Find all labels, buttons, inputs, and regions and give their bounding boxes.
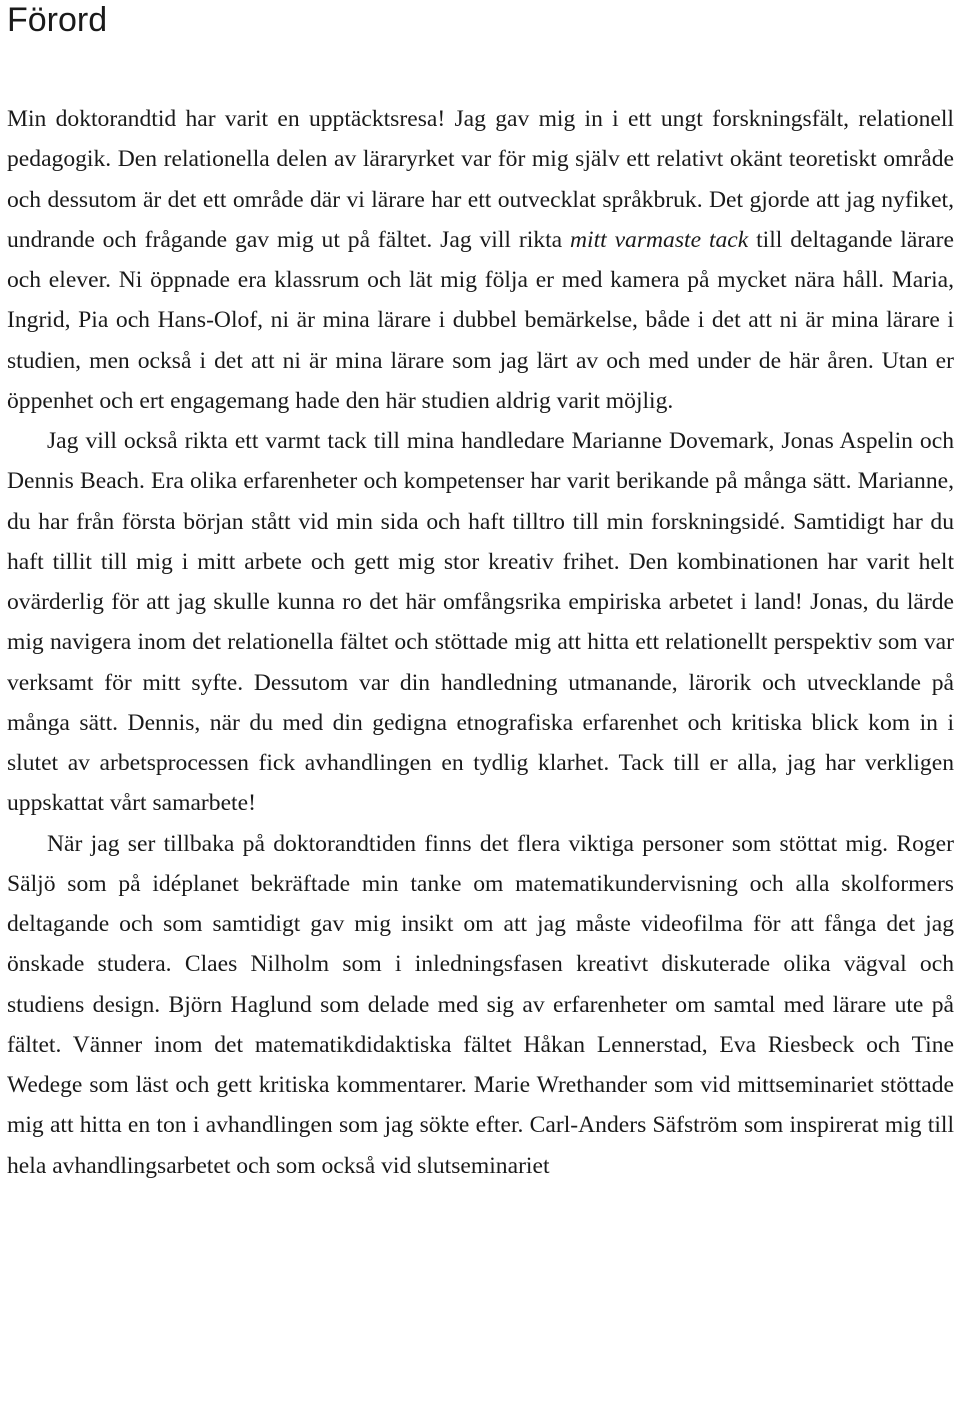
emphasized-phrase: mitt varmaste tack [569, 226, 749, 253]
paragraph-2: Jag vill också rikta ett varmt tack till mina handledare Marianne Dovemark, Jonas Aspelin och Dennis Beach. Era olika erfarenheter och kompetenser har varit berikande på många sätt. Marianne, du har från första början stått vid min sida och haft tilltro till min forskningsidé. Samtidigt har du haft tillit till mig i mitt arbete och gett mig stor kreativ frihet. Den kombinationen har varit helt ovärderlig för att jag skulle kunna ro det här omfångsrika empiriska arbetet i land! Jonas, du lärde mig navigera inom det relationella fältet och stöttade mig att hitta ett relationellt perspektiv som var verksamt för mitt syfte. Dessutom var din handledning utmanande, lärorik och utvecklande på många sätt. Dennis, när du med din gedigna etnografiska erfarenhet och kritiska blick kom in i slutet av arbetsprocessen fick avhandlingen en tydlig klarhet. Tack till er alla, jag har verkligen uppskattat vårt samarbete! [7, 428, 954, 817]
paragraph-1-text-a: Min doktorandtid har varit en upptäcktsresa! Jag gav mig in i ett ungt forskningsfält, relationell pedagogik. Den relationella delen av läraryrket var för mig själv ett relativt okänt teoretiskt område och dessutom är det ett område där vi lärare har ett outvecklat språkbruk. Det gjorde att jag nyfiket, undrande och frågande gav mig ut på fältet. Jag vill rikta [7, 106, 954, 253]
paragraph-1 [7, 99, 954, 421]
paragraph-1-text-b: till deltagande lärare och elever. Ni öppnade era klassrum och lät mig följa er med kamera på mycket nära håll. Maria, Ingrid, Pia och Hans-Olof, ni är mina lärare i dubbel bemärkelse, både i det att ni är mina lärare i studien, men också i det att ni är mina lärare som jag lärt av och med under de här åren. Utan er öppenhet och ert engagemang hade den här studien aldrig varit möjlig. [7, 226, 954, 414]
document-page [7, 0, 954, 1186]
page-title: Förord [7, 1, 108, 39]
body-text [7, 99, 954, 1186]
paragraph-3: När jag ser tillbaka på doktorandtiden finns det flera viktiga personer som stöttat mig. Roger Säljö som på idéplanet bekräftade min tanke om matematikundervisning och alla skolformers deltagande och som samtidigt gav mig insikt om att jag måste videofilma för att fånga det jag önskade studera. Claes Nilholm som i inledningsfasen kreativt diskuterade olika vägval och studiens design. Björn Haglund som delade med sig av erfarenheter om samtal med lärare ute på fältet. Vänner inom det matematikdidaktiska fältet Håkan Lennerstad, Eva Riesbeck och Tine Wedege som läst och gett kritiska kommentarer. Marie Wrethander som vid mittseminariet stöttade mig att hitta en ton i avhandlingen som jag sökte efter. Carl-Anders Säfström som inspirerat mig till hela avhandlingsarbetet och som också vid slutseminariet [7, 830, 954, 1179]
